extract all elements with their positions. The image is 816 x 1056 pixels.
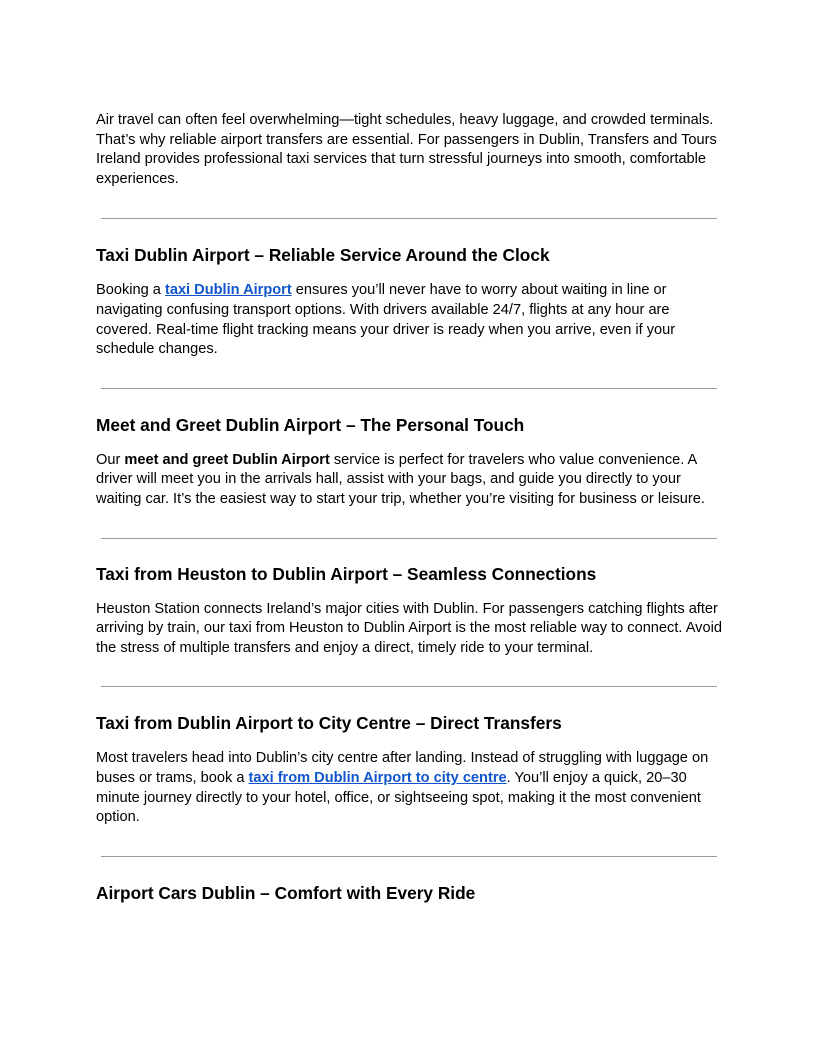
heading-airport-cars-dublin: Airport Cars Dublin – Comfort with Every Ride	[96, 882, 476, 903]
section-divider	[101, 538, 717, 539]
paragraph-text: service is perfect for travelers who value convenience. A driver will meet you in the arrivals hall, assist with your bags, and guide you directly to your waiting car. It’s the easiest way to start your trip, whether you’re visiting for business or leisure.	[96, 451, 705, 507]
paragraph-meet-and-greet	[96, 451, 722, 510]
paragraph-heuston-to-airport: Heuston Station connects Ireland’s major cities with Dublin. For passengers catching flights after arriving by train, our taxi from Heuston to Dublin Airport is the most reliable way to connect. Avoid the stress of multiple transfers and enjoy a direct, timely ride to your terminal.	[96, 600, 722, 656]
meet-and-greet-bold-text: meet and greet Dublin Airport	[124, 451, 330, 468]
section-divider	[101, 686, 717, 687]
heading-meet-and-greet: Meet and Greet Dublin Airport – The Personal Touch	[96, 414, 525, 435]
section-divider	[101, 856, 717, 857]
document-page	[96, 111, 722, 904]
heading-heuston-to-airport: Taxi from Heuston to Dublin Airport – Seamless Connections	[96, 563, 597, 584]
paragraph-airport-to-city-centre	[96, 749, 722, 827]
section-divider	[101, 388, 717, 389]
section-divider	[101, 218, 717, 219]
paragraph-text: ensures you’ll never have to worry about waiting in line or navigating confusing transport options. With drivers available 24/7, flights at any hour are covered. Real-time flight tracking means your driver is ready when you arrive, even if your schedule changes.	[96, 282, 676, 358]
paragraph-text: Most travelers head into Dublin’s city centre after landing. Instead of struggling with luggage on buses or trams, book a	[96, 750, 709, 786]
taxi-dublin-airport-link[interactable]: taxi Dublin Airport	[164, 282, 292, 299]
heading-airport-to-city-centre: Taxi from Dublin Airport to City Centre – Direct Transfers	[96, 713, 562, 734]
heading-taxi-dublin-airport: Taxi Dublin Airport – Reliable Service Around the Clock	[96, 245, 550, 266]
paragraph-text: Our	[96, 451, 125, 468]
paragraph-taxi-dublin-airport	[96, 281, 722, 359]
paragraph-text: Booking a	[96, 282, 165, 299]
taxi-airport-to-city-centre-link[interactable]: taxi from Dublin Airport to city centre	[248, 769, 507, 786]
paragraph-text: . You’ll enjoy a quick, 20–30 minute journey directly to your hotel, office, or sightseeing spot, making it the most convenient option.	[96, 769, 701, 826]
intro-paragraph: Air travel can often feel overwhelming—tight schedules, heavy luggage, and crowded terminals. That’s why reliable airport transfers are essential. For passengers in Dublin, Transfers and Tours Ireland provides professional taxi services that turn stressful journeys into smooth, comfortable experiences.	[96, 112, 717, 187]
